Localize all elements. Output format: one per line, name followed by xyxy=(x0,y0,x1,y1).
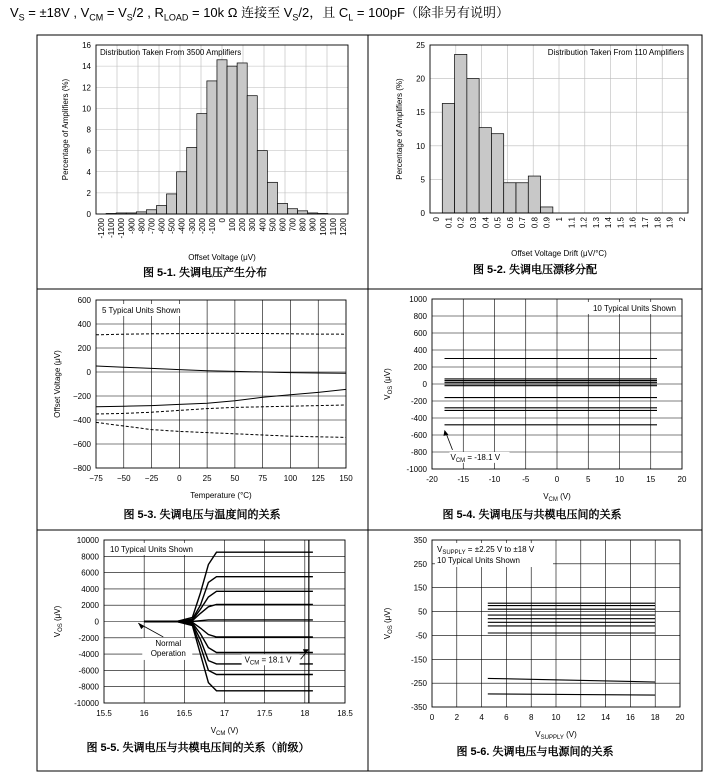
bar xyxy=(504,183,516,213)
y-tick-label: 0 xyxy=(86,368,91,377)
x-axis-label: Offset Voltage (μV) xyxy=(188,253,256,262)
x-tick-label: 1.9 xyxy=(665,217,675,229)
x-tick-label: 600 xyxy=(278,218,288,232)
y-axis-label: Percentage of Amplifiers (%) xyxy=(61,78,70,181)
x-tick-label: 1.3 xyxy=(591,217,601,229)
y-tick-label: -800 xyxy=(410,448,427,457)
header-sub: LOAD xyxy=(163,12,189,23)
y-tick-label: -2000 xyxy=(78,633,99,643)
x-tick-label: 75 xyxy=(258,474,268,483)
header-sub: S xyxy=(18,12,25,23)
x-axis-label: Temperature (°C) xyxy=(190,491,252,500)
y-tick-label: 400 xyxy=(77,320,91,329)
bar xyxy=(167,194,177,214)
x-tick-label: 0 xyxy=(177,474,182,483)
y-tick-label: 16 xyxy=(82,41,91,50)
x-tick-label: 15.5 xyxy=(96,709,112,718)
x-tick-label: 1100 xyxy=(328,218,338,236)
x-tick-label: 1.1 xyxy=(567,217,577,229)
x-axis-label: $V_{CM}$ (V) xyxy=(543,492,571,503)
x-tick-label: 0.9 xyxy=(542,217,552,229)
callout-label: Operation xyxy=(150,648,186,658)
y-tick-label: 8000 xyxy=(81,552,99,562)
x-tick-label: 500 xyxy=(268,218,278,232)
x-tick-label: 18 xyxy=(650,713,660,722)
x-tick-label: 5 xyxy=(586,475,591,484)
chart-fig4 xyxy=(383,295,687,521)
x-tick-label: 700 xyxy=(288,218,298,232)
y-tick-label: −800 xyxy=(72,464,91,473)
x-tick-label: 0.8 xyxy=(530,217,540,229)
y-tick-label: -150 xyxy=(410,655,427,665)
header-text: = 100pF（除非另有说明） xyxy=(353,5,509,20)
bar xyxy=(177,172,187,214)
x-tick-label: 18 xyxy=(300,709,310,718)
y-tick-label: -50 xyxy=(415,631,427,641)
header-text: = V xyxy=(103,5,127,20)
x-tick-label: 0.7 xyxy=(518,217,528,229)
y-tick-label: 10 xyxy=(82,104,91,114)
header-sub: CM xyxy=(89,12,104,23)
y-tick-label: 6 xyxy=(86,146,91,156)
bar xyxy=(467,79,479,213)
series-line xyxy=(96,389,346,406)
y-tick-label: 5 xyxy=(420,175,425,185)
x-tick-label: 2 xyxy=(677,217,687,222)
bar xyxy=(298,211,308,214)
chart-annotation: Distribution Taken From 3500 Amplifiers xyxy=(100,48,242,57)
y-tick-label: 0 xyxy=(422,380,427,389)
bar xyxy=(146,210,156,214)
y-tick-label: 600 xyxy=(77,296,91,305)
y-tick-label: 0 xyxy=(94,617,99,627)
series-line xyxy=(144,577,313,622)
plot-frame xyxy=(96,300,346,468)
bar xyxy=(516,183,528,213)
x-tick-label: 0.5 xyxy=(493,217,503,229)
y-tick-label: 200 xyxy=(77,344,91,353)
x-tick-label: 1200 xyxy=(338,218,348,236)
x-tick-label: 150 xyxy=(339,474,353,483)
x-tick-label: -15 xyxy=(457,475,470,484)
y-tick-label: 4 xyxy=(86,167,91,177)
bar xyxy=(217,60,227,214)
x-tick-label: −50 xyxy=(116,474,131,483)
header-text: /2 , R xyxy=(132,5,164,20)
bar xyxy=(442,103,454,213)
figure-caption: 图 5-4. 失调电压与共模电压间的关系 xyxy=(442,509,622,521)
bar xyxy=(288,209,298,214)
bar xyxy=(257,151,267,214)
bar xyxy=(541,207,553,213)
x-tick-label: -400 xyxy=(177,218,187,235)
x-axis-label: $V_{SUPPLY}$ (V) xyxy=(535,730,577,741)
y-tick-label: 8 xyxy=(86,125,91,135)
y-tick-label: -600 xyxy=(410,431,427,440)
x-tick-label: 400 xyxy=(258,218,268,232)
bar xyxy=(277,203,287,214)
chart-annotation: Distribution Taken From 110 Amplifiers xyxy=(547,48,684,57)
x-tick-label: 0 xyxy=(218,218,227,223)
x-tick-label: -1000 xyxy=(117,218,127,239)
bar xyxy=(247,96,257,214)
arrow-head xyxy=(444,430,449,436)
chart-fig2 xyxy=(395,41,688,276)
x-tick-label: 0 xyxy=(554,475,560,484)
x-tick-label: 25 xyxy=(202,474,212,483)
y-tick-label: 2000 xyxy=(81,601,99,611)
chart-annotation: $V_{SUPPLY} = \pm 2.25$ V to ±18 V xyxy=(437,545,535,556)
x-tick-label: 0.3 xyxy=(469,217,478,229)
chart-fig3 xyxy=(53,296,353,521)
y-tick-label: 6000 xyxy=(81,568,99,578)
x-tick-label: 800 xyxy=(298,218,308,232)
x-tick-label: 20 xyxy=(677,475,687,484)
y-tick-label: -4000 xyxy=(78,650,99,660)
bar xyxy=(491,134,503,213)
x-tick-label: 50 xyxy=(230,474,240,483)
x-tick-label: 10 xyxy=(615,475,624,484)
x-tick-label: 100 xyxy=(283,474,298,483)
x-tick-label: 12 xyxy=(576,713,586,722)
x-tick-label: -800 xyxy=(137,218,147,235)
figure-caption: 图 5-5. 失调电压与共模电压间的关系（前级） xyxy=(86,742,310,754)
y-tick-label: -400 xyxy=(410,414,427,423)
y-tick-label: 800 xyxy=(413,312,427,321)
series-line xyxy=(144,622,313,638)
bar xyxy=(197,114,207,214)
header-sub: S xyxy=(292,12,299,23)
x-tick-label: 15 xyxy=(646,475,656,484)
header-text: = ±18V , V xyxy=(24,5,90,20)
series-line xyxy=(96,422,346,437)
x-tick-label: 16.5 xyxy=(176,709,193,718)
x-tick-label: 8 xyxy=(528,713,534,722)
y-tick-label: 14 xyxy=(82,62,91,72)
chart-annotation: 10 Typical Units Shown xyxy=(437,556,521,565)
x-tick-label: 0 xyxy=(429,713,435,722)
callout-label: $V_{CM} = 18.1$ V xyxy=(244,655,292,667)
y-tick-label: 0 xyxy=(86,210,91,219)
y-tick-label: −600 xyxy=(72,440,91,449)
y-tick-label: −400 xyxy=(72,416,91,425)
y-tick-label: 150 xyxy=(413,583,427,593)
chart-fig6 xyxy=(383,536,685,758)
y-tick-label: 200 xyxy=(413,363,427,372)
x-tick-label: -1100 xyxy=(107,218,117,238)
chart-fig1 xyxy=(61,41,348,279)
header-text: = 10k Ω 连接至 V xyxy=(188,5,293,20)
x-tick-label: -20 xyxy=(426,475,438,484)
y-axis-label: $V_{OS}$ (μV) xyxy=(383,368,394,400)
x-tick-label: 10 xyxy=(551,713,561,722)
x-tick-label: -500 xyxy=(167,218,177,235)
bar xyxy=(455,54,467,213)
x-tick-label: 300 xyxy=(248,217,258,232)
x-axis-label: $V_{CM}$ (V) xyxy=(210,726,239,737)
y-tick-label: 1000 xyxy=(409,295,427,304)
y-axis-label: $V_{OS}$ (μV) xyxy=(53,605,64,638)
x-tick-label: 17 xyxy=(220,709,229,718)
x-tick-label: 1.7 xyxy=(641,217,650,229)
x-tick-label: 17.5 xyxy=(256,709,273,718)
series-line xyxy=(96,333,346,334)
y-tick-label: -1000 xyxy=(406,465,427,474)
x-tick-label: 1.5 xyxy=(616,217,626,229)
y-tick-label: 50 xyxy=(418,607,427,617)
series-line xyxy=(144,552,313,621)
y-tick-label: -250 xyxy=(410,679,427,689)
x-tick-label: -10 xyxy=(488,475,501,484)
header-sub: L xyxy=(348,12,354,23)
x-tick-label: 0 xyxy=(432,217,442,222)
bar xyxy=(237,63,247,214)
y-tick-label: 250 xyxy=(413,559,427,569)
series-line xyxy=(144,591,313,621)
header-sub: S xyxy=(126,12,133,23)
x-tick-label: -200 xyxy=(197,218,207,235)
y-axis-label: $V_{OS}$ (μV) xyxy=(383,607,394,640)
x-tick-label: 1 xyxy=(555,217,564,222)
chart-annotation: 10 Typical Units Shown xyxy=(592,304,676,313)
y-tick-label: 400 xyxy=(413,346,427,355)
x-tick-label: 0.2 xyxy=(456,217,466,229)
y-tick-label: -10000 xyxy=(74,699,99,708)
bar xyxy=(479,128,491,213)
callout-label: Normal xyxy=(155,638,182,648)
bar xyxy=(227,66,237,214)
y-tick-label: -6000 xyxy=(78,666,99,676)
x-tick-label: 1.8 xyxy=(653,217,663,229)
y-tick-label: 10 xyxy=(416,141,425,151)
arrow-head xyxy=(138,623,144,629)
figure-caption: 图 5-6. 失调电压与电源间的关系 xyxy=(456,746,614,758)
x-tick-label: 125 xyxy=(311,474,325,483)
series-line xyxy=(144,604,313,621)
x-tick-label: -900 xyxy=(127,218,137,235)
x-tick-label: -700 xyxy=(147,218,157,235)
bar xyxy=(156,206,166,214)
x-tick-label: 20 xyxy=(675,713,685,722)
figure-caption: 图 5-1. 失调电压产生分布 xyxy=(142,267,268,279)
figure-caption: 图 5-2. 失调电压漂移分配 xyxy=(472,264,598,276)
y-tick-label: 20 xyxy=(416,74,425,84)
x-tick-label: −75 xyxy=(89,474,103,483)
y-tick-label: 0 xyxy=(420,209,425,218)
bar xyxy=(207,81,217,214)
y-tick-label: -200 xyxy=(410,397,427,406)
y-tick-label: 2 xyxy=(86,188,91,198)
y-tick-label: -350 xyxy=(410,703,427,712)
x-tick-label: 900 xyxy=(308,218,318,232)
y-tick-label: 25 xyxy=(416,41,425,50)
x-tick-label: 14 xyxy=(601,713,611,722)
figure-caption: 图 5-3. 失调电压与温度间的关系 xyxy=(123,509,281,521)
y-tick-label: 15 xyxy=(416,108,425,118)
x-tick-label: 1000 xyxy=(318,218,328,236)
bar xyxy=(528,176,540,213)
chart-annotation: 5 Typical Units Shown xyxy=(102,306,181,315)
x-tick-label: -600 xyxy=(157,218,167,235)
x-tick-label: 16 xyxy=(139,709,149,718)
y-axis-label: Percentage of Amplifiers (%) xyxy=(395,78,404,180)
series-line xyxy=(488,678,655,682)
figure-border xyxy=(37,35,702,771)
x-tick-label: 0.4 xyxy=(481,217,491,229)
y-tick-label: 4000 xyxy=(81,584,99,594)
x-tick-label: 1.4 xyxy=(604,217,614,229)
x-tick-label: 16 xyxy=(625,713,635,722)
x-tick-label: 4 xyxy=(479,713,484,722)
x-tick-label: 6 xyxy=(504,713,509,722)
x-tick-label: 0.1 xyxy=(444,217,454,229)
y-tick-label: 600 xyxy=(413,329,427,338)
x-tick-label: -1200 xyxy=(97,218,107,239)
x-tick-label: 2 xyxy=(454,713,460,722)
x-tick-label: -300 xyxy=(187,218,197,235)
y-axis-label: Offset Voltage (μV) xyxy=(53,350,62,418)
y-tick-label: 10000 xyxy=(76,536,99,545)
x-tick-label: -100 xyxy=(207,218,217,235)
header-text: /2，且 C xyxy=(298,5,349,20)
bar xyxy=(267,182,277,214)
x-tick-label: 1.6 xyxy=(628,217,638,229)
x-tick-label: 1.2 xyxy=(579,217,589,229)
chart-fig5 xyxy=(53,536,353,754)
header-text: V xyxy=(10,5,19,20)
chart-annotation: 10 Typical Units Shown xyxy=(110,545,194,554)
y-tick-label: 12 xyxy=(82,83,91,93)
x-tick-label: −25 xyxy=(144,474,159,483)
bar xyxy=(187,147,197,214)
x-tick-label: 18.5 xyxy=(337,709,353,718)
y-tick-label: -8000 xyxy=(78,682,99,692)
x-tick-label: 200 xyxy=(238,218,248,232)
x-axis-label: Offset Voltage Drift (μV/°C) xyxy=(511,249,607,258)
callout-label: $V_{CM} = -18.1$ V xyxy=(450,452,501,464)
y-tick-label: −200 xyxy=(72,392,91,401)
series-line xyxy=(488,694,655,695)
x-tick-label: -5 xyxy=(522,475,530,484)
x-tick-label: 0.6 xyxy=(505,217,515,229)
x-tick-label: 100 xyxy=(228,218,238,232)
y-tick-label: 350 xyxy=(413,536,427,545)
